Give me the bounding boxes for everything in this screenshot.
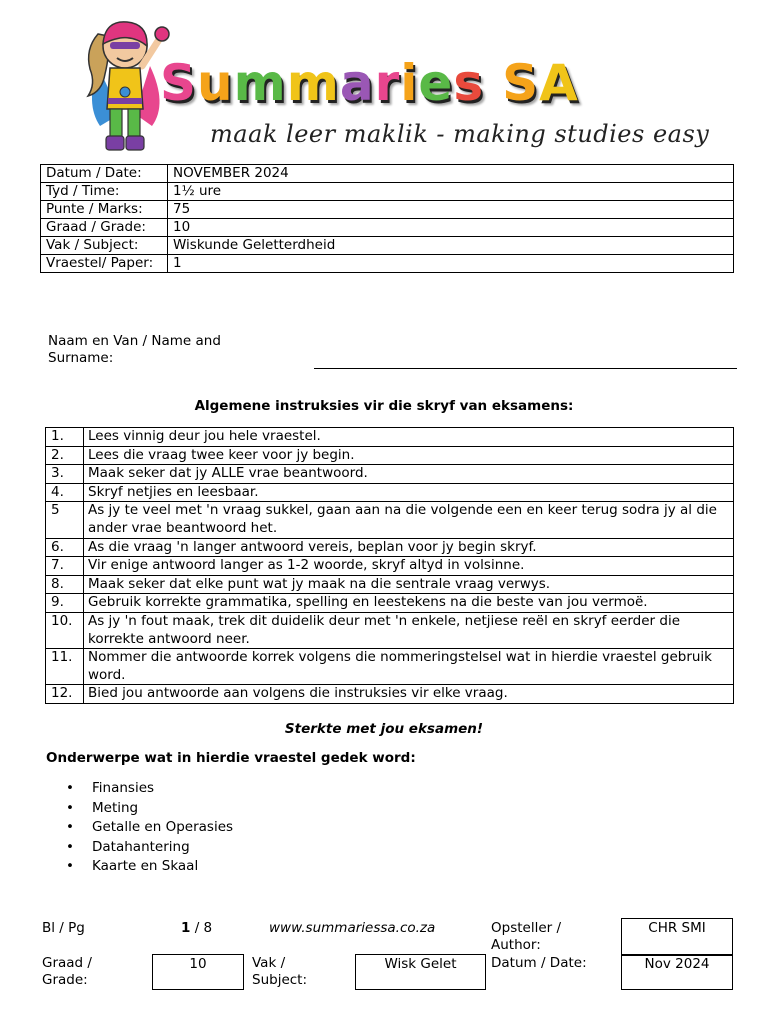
instruction-number: 9.	[46, 594, 84, 613]
footer-page-total: 8	[203, 920, 213, 936]
footer-author-box: CHR SMI	[621, 918, 733, 956]
logo-letter: a	[339, 54, 375, 112]
instruction-text: Maak seker dat elke punt wat jy maak na die sentrale vraag verwys.	[84, 575, 734, 594]
logo-letter: m	[233, 54, 287, 112]
logo-letter: S	[160, 54, 198, 112]
footer-page-label: Bl / Pg	[42, 920, 85, 936]
instruction-text: As die vraag 'n langer antwoord vereis, beplan voor jy begin skryf.	[84, 538, 734, 557]
instruction-row	[46, 575, 734, 594]
info-row	[41, 165, 734, 183]
footer-website-link[interactable]: www.summariessa.co.za	[269, 920, 436, 936]
instruction-row	[46, 594, 734, 613]
footer-grade-label: Graad / Grade:	[42, 955, 92, 988]
footer-date-box: Nov 2024	[621, 954, 733, 990]
instruction-number: 1.	[46, 428, 84, 447]
logo-letter: e	[418, 54, 454, 112]
good-luck-message: Sterkte met jou eksamen!	[284, 721, 484, 737]
info-label: Vraestel/ Paper:	[41, 255, 168, 273]
footer-grade-box: 10	[152, 954, 244, 990]
info-label: Vak / Subject:	[41, 237, 168, 255]
instruction-text: Nommer die antwoorde korrek volgens die nommeringstelsel wat in hierdie vraestel gebruik word.	[84, 649, 734, 685]
instruction-text: Vir enige antwoord langer as 1-2 woorde, skryf altyd in volsinne.	[84, 557, 734, 576]
name-surname-field[interactable]	[314, 368, 737, 369]
instruction-row	[46, 428, 734, 447]
info-row	[41, 255, 734, 273]
instruction-number: 8.	[46, 575, 84, 594]
instruction-number: 3.	[46, 465, 84, 484]
instruction-row	[46, 612, 734, 648]
info-value: 10	[168, 219, 734, 237]
logo-letter: S	[502, 54, 540, 112]
topic-item: • Kaarte en Skaal	[62, 857, 233, 877]
info-label: Punte / Marks:	[41, 201, 168, 219]
topics-heading: Onderwerpe wat in hierdie vraestel gedek word:	[46, 750, 416, 766]
footer-subject-label: Vak / Subject:	[252, 955, 308, 988]
logo-letter: A	[539, 54, 579, 112]
instruction-number: 5	[46, 502, 84, 538]
instruction-number: 10.	[46, 612, 84, 648]
info-row	[41, 183, 734, 201]
instruction-row	[46, 538, 734, 557]
instruction-row	[46, 557, 734, 576]
footer-page-separator: /	[190, 920, 204, 936]
info-value: Wiskunde Geletterdheid	[168, 237, 734, 255]
instruction-text: Bied jou antwoorde aan volgens die instruksies vir elke vraag.	[84, 685, 734, 704]
footer-date-label: Datum / Date:	[491, 955, 587, 971]
topic-item: • Datahantering	[62, 838, 233, 858]
instruction-number: 6.	[46, 538, 84, 557]
instruction-row	[46, 483, 734, 502]
footer-author-label: Opsteller / Author:	[491, 920, 562, 953]
info-value: NOVEMBER 2024	[168, 165, 734, 183]
info-value: 75	[168, 201, 734, 219]
info-row	[41, 201, 734, 219]
instruction-text: Maak seker dat jy ALLE vrae beantwoord.	[84, 465, 734, 484]
logo-letter: i	[400, 54, 419, 112]
topics-list	[62, 779, 233, 877]
instructions-table	[45, 427, 734, 704]
instruction-text: Gebruik korrekte grammatika, spelling en leestekens na die beste van jou vermoë.	[84, 594, 734, 613]
info-row	[41, 237, 734, 255]
info-label: Tyd / Time:	[41, 183, 168, 201]
instruction-row	[46, 446, 734, 465]
instruction-row	[46, 685, 734, 704]
logo-letter: u	[197, 54, 234, 112]
instruction-number: 7.	[46, 557, 84, 576]
instruction-text: As jy 'n fout maak, trek dit duidelik deur met 'n enkele, netjiese reël en skryf eerder die korrekte antwoord neer.	[84, 612, 734, 648]
logo-letter: r	[374, 54, 401, 112]
logo-letter: m	[286, 54, 340, 112]
info-row	[41, 219, 734, 237]
footer-page-current: 1	[181, 920, 191, 936]
instruction-number: 4.	[46, 483, 84, 502]
instruction-row	[46, 649, 734, 685]
superhero-mascot-icon	[80, 14, 170, 159]
footer-page-number	[181, 920, 212, 937]
logo-tagline: maak leer maklik - making studies easy	[210, 120, 710, 148]
exam-info-table	[40, 164, 734, 273]
info-value: 1½ ure	[168, 183, 734, 201]
topic-item: • Getalle en Operasies	[62, 818, 233, 838]
instructions-heading: Algemene instruksies vir die skryf van eksamens:	[194, 398, 574, 414]
instruction-number: 11.	[46, 649, 84, 685]
instruction-row	[46, 465, 734, 484]
info-label: Graad / Grade:	[41, 219, 168, 237]
logo-wordmark	[160, 54, 579, 112]
logo-letter: s	[453, 54, 485, 112]
info-label: Datum / Date:	[41, 165, 168, 183]
instruction-text: Skryf netjies en leesbaar.	[84, 483, 734, 502]
instruction-row	[46, 502, 734, 538]
instruction-number: 12.	[46, 685, 84, 704]
topic-item: • Meting	[62, 799, 233, 819]
info-value: 1	[168, 255, 734, 273]
topic-item: • Finansies	[62, 779, 233, 799]
instruction-text: As jy te veel met 'n vraag sukkel, gaan aan na die volgende een en keer terug sodra jy al die ander vrae beantwoord het.	[84, 502, 734, 538]
footer-subject-box: Wisk Gelet	[355, 954, 486, 990]
instruction-text: Lees die vraag twee keer voor jy begin.	[84, 446, 734, 465]
instruction-number: 2.	[46, 446, 84, 465]
name-surname-label: Naam en Van / Name and Surname:	[48, 333, 221, 366]
instruction-text: Lees vinnig deur jou hele vraestel.	[84, 428, 734, 447]
